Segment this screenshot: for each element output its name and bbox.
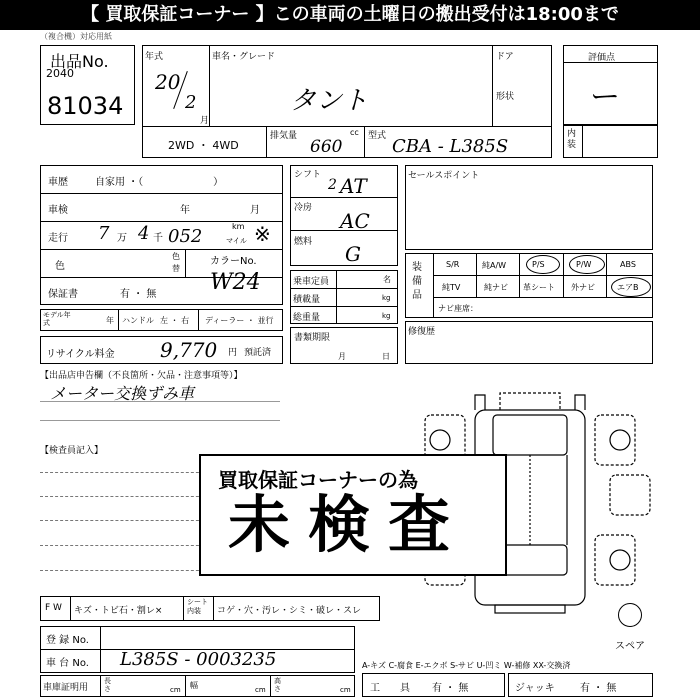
garage-width: 幅 <box>190 681 198 690</box>
equip-leather: 革シート <box>523 283 555 292</box>
mileage-sen: 千 <box>153 233 163 244</box>
model-value: タント <box>290 86 369 116</box>
rating-label: 評価点 <box>588 53 616 63</box>
color-no-value: W24 <box>210 270 261 295</box>
handle-label: ハンドル <box>122 316 154 325</box>
garage-cm-2: cm <box>255 686 266 694</box>
circle-pw <box>569 255 605 274</box>
mileage-label: 走行 <box>48 233 68 244</box>
repaired-label: 修復歴 <box>408 327 436 337</box>
garage-height: 高さ <box>274 677 281 693</box>
disp-unit: cc <box>350 128 359 137</box>
history-label: 車歴 <box>48 177 68 188</box>
inspection-year: 年 <box>180 205 190 216</box>
aircon-label: 冷房 <box>294 203 313 213</box>
banner: 【 買取保証コーナー 】この車両の土曜日の搬出受付は18:00まで <box>0 0 700 30</box>
lot-number: 81034 <box>47 92 124 120</box>
mileage-man-value: 7 <box>98 223 110 244</box>
mileage-mile: マイル <box>226 237 247 245</box>
year-month-unit: 月 <box>200 116 210 126</box>
chassis-value: L385S - 0003235 <box>120 649 277 670</box>
year-label: 年式 <box>145 52 164 62</box>
tools-label: 工 具 <box>370 683 410 694</box>
aircon-value: AC <box>340 209 370 233</box>
navi-seat: ナビ座席： <box>438 304 478 313</box>
weight-label: 総重量 <box>293 313 321 323</box>
header-note: （複合機）対応用紙 <box>40 32 112 41</box>
type-label: 型式 <box>368 131 387 141</box>
load-label: 積載量 <box>293 295 321 305</box>
equip-abs: ABS <box>620 260 636 269</box>
type-value: CBA - L385S <box>392 136 509 157</box>
warranty-value: 有 ・ 無 <box>120 289 157 300</box>
notes-value: メーター交換ずみ車 <box>50 384 195 403</box>
recycle-unit: 円 <box>228 348 238 358</box>
color-no-label: カラーNo. <box>210 256 257 267</box>
legend: A-キズ C-腐食 E-エクボ S-サビ U-凹ミ W-補修 XX-交換済 <box>362 661 571 670</box>
equip-aw: 純A/W <box>482 261 507 270</box>
rating-value: ー <box>590 80 620 115</box>
jack-label: ジャッキ <box>515 683 555 694</box>
recycle-value: 9,770 <box>160 338 218 362</box>
spare-icon <box>618 603 642 627</box>
equip-airbag: エアB <box>617 283 639 292</box>
equip-pw: P/W <box>576 260 592 269</box>
fw-seat: シート内装 <box>187 598 208 615</box>
drive-label: 2WD ・ 4WD <box>168 139 239 152</box>
capacity-label: 乗車定員 <box>293 277 330 287</box>
jack-value: 有 ・ 無 <box>580 683 617 694</box>
term-label: 書類期限 <box>294 333 331 343</box>
disp-label: 排気量 <box>270 131 298 141</box>
equip-ps: P/S <box>532 260 545 269</box>
interior-label: 内装 <box>567 129 577 150</box>
color-label: 色 <box>55 261 65 272</box>
recycle-label: リサイクル料金 <box>46 349 115 360</box>
door-label: ドア <box>496 52 514 62</box>
interior-box <box>563 125 658 158</box>
equipment-label: 装備品 <box>412 262 422 301</box>
circle-ps <box>526 255 560 274</box>
lot-code: 2040 <box>46 67 74 80</box>
fuel-label: 燃料 <box>294 237 313 247</box>
equip-tv: 純TV <box>442 283 461 292</box>
year-month: 2 <box>185 92 197 113</box>
fw-seat-value: コゲ・穴・汚レ・シミ・破レ・スレ <box>217 606 362 616</box>
equip-ext-navi: 外ナビ <box>571 283 595 292</box>
disp-value: 660 <box>310 137 343 157</box>
garage-cm-3: cm <box>340 686 351 694</box>
weight-unit: kg <box>382 312 391 320</box>
fw-value: キズ・トビ石・割レ× <box>74 606 163 616</box>
chassis-label: 車 台 No. <box>46 658 89 669</box>
equip-sr: S/R <box>446 260 460 269</box>
stamp-line2: 未検査 <box>228 488 469 561</box>
warranty-label: 保証書 <box>48 289 78 300</box>
tools-value: 有 ・ 無 <box>432 683 469 694</box>
circle-airbag <box>611 277 651 297</box>
inspection-label: 車検 <box>48 205 68 216</box>
color-change: 色替 <box>172 252 180 273</box>
history-value: 自家用 ・（ ） <box>95 177 224 188</box>
mileage-rest: 052 <box>168 226 203 247</box>
mileage-km: km <box>232 222 245 231</box>
spare-label: スペア <box>615 641 645 652</box>
mileage-sen-value: 4 <box>138 223 150 244</box>
year-value: 20 <box>155 70 181 94</box>
term-day: 日 <box>382 352 390 361</box>
garage-length: 長さ <box>104 677 111 693</box>
dealer-label: ディーラー ・ 並行 <box>205 316 274 325</box>
shape-label: 形状 <box>496 92 515 102</box>
garage-cm-1: cm <box>170 686 181 694</box>
fuel-value: G <box>345 242 361 266</box>
mileage-man: 万 <box>117 233 127 244</box>
lot-label: 出品No. <box>50 52 109 71</box>
sales-point-label: セールスポイント <box>408 171 480 181</box>
shift-value: AT <box>340 174 367 198</box>
model-year-year: 年 <box>106 316 114 325</box>
garage-label: 車庫証明用 <box>43 683 89 693</box>
stamp-line1: 買取保証コーナーの為 <box>218 468 418 492</box>
mileage-mark: ※ <box>254 222 271 246</box>
repaired-box <box>405 321 653 364</box>
term-month: 月 <box>338 352 346 361</box>
notes-label: 【出品店申告欄（不良箇所・欠品・注意事項等）】 <box>40 371 243 381</box>
inspector-label: 【検査員記入】 <box>40 446 104 456</box>
model-label: 車名・グレード <box>212 52 276 62</box>
shift-label: シフト <box>294 170 322 180</box>
load-unit: kg <box>382 294 391 302</box>
inspection-month: 月 <box>250 205 260 216</box>
recycle-deposit: 預託済 <box>244 348 272 358</box>
fw-label: F W <box>45 603 62 613</box>
capacity-unit: 名 <box>383 275 391 284</box>
equip-navi: 純ナビ <box>484 283 508 292</box>
model-year-label: モデル年式 <box>43 311 71 327</box>
registration-label: 登 録 No. <box>46 635 89 646</box>
shift-prefix: 2 <box>328 177 337 193</box>
handle-value: 左 ・ 右 <box>160 316 190 325</box>
